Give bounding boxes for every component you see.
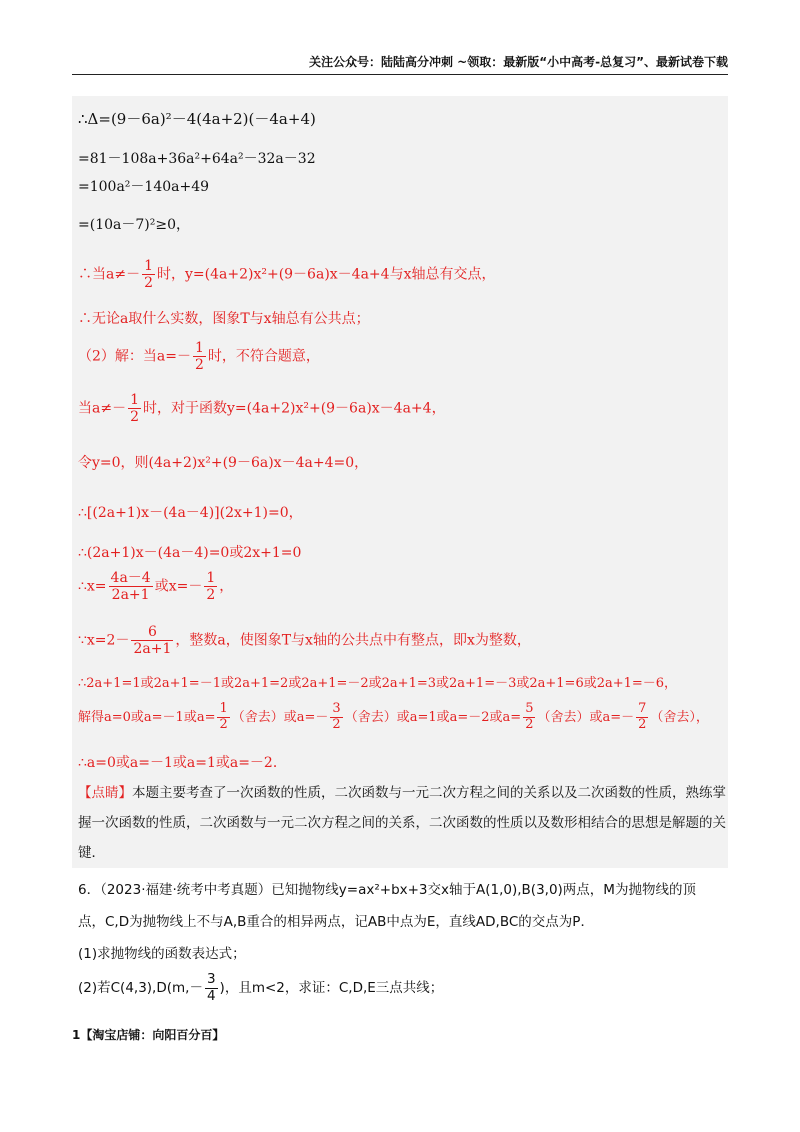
because-line: ∵x=2－ $\frac{6}{2a+1}$ ，整数a，使图象T与x轴的公共点中有整点，即x为整数，	[78, 624, 531, 658]
comment-text: 本题主要考查了一次函数的性质，二次函数与一元二次方程之间的关系以及二次函数的性质，熟练掌握一次函数的性质，二次函数与一元二次方程之间的关系，二次函数的性质以及数形相结合的思想是解题的关键．	[78, 785, 726, 861]
cases-line: ∴2a+1=1或2a+1=－1或2a+1=2或2a+1=－2或2a+1=3或2a+1=－3或2a+1=6或2a+1=－6，	[78, 676, 678, 691]
conclusion-2: ∴无论a取什么实数，图象T与x轴总有公共点；	[78, 311, 370, 327]
comment-block	[78, 778, 726, 868]
factor-line: ∴[(2a+1)x－(4a－4)](2x+1)=0，	[78, 505, 303, 521]
part2-function: 当a≠－ $\frac{1}{2}$ 时，对于函数y=(4a+2)x²+(9－6a)x－4a+4，	[78, 392, 446, 426]
factor-line-2: ∴(2a+1)x－(4a－4)=0或2x+1=0	[78, 545, 302, 561]
page-footer: 1【淘宝店铺：向阳百分百】	[72, 1028, 225, 1042]
roots-line: ∴x= $\frac{4a-4}{2a+1}$ 或x=－ $\frac{1}{2}$ ，	[78, 570, 234, 604]
part2-start: （2）解：当a=－ $\frac{1}{2}$ 时，不符合题意，	[78, 340, 320, 374]
final-answer: ∴a=0或a=－1或a=1或a=－2．	[78, 755, 287, 771]
delta-line: ∴Δ=(9－6a)²－4(4a+2)(－4a+4)	[78, 110, 316, 128]
question-6-line-2: 点，C,D为抛物线上不与A,B重合的相异两点，记AB中点为E，直线AD,BC的交点为P．	[78, 914, 594, 930]
solve-line: 解得a=0或a=－1或a= $\frac{1}{2}$ （舍去）或a=－ $\frac{3}{2}$ （舍去）或a=1或a=－2或a= $\frac{5}{2}$ （舍去）或a=－ $\frac{7}{2}$ （舍去），	[78, 701, 709, 732]
expand-line-1: =81－108a+36a²+64a²－32a－32	[78, 151, 316, 167]
comment-tag: 【点睛】	[78, 785, 132, 801]
let-y-zero: 令y=0，则(4a+2)x²+(9－6a)x－4a+4=0，	[78, 455, 369, 471]
question-6-part-1: (1)求抛物线的函数表达式；	[78, 946, 246, 962]
conclusion-1: ∴当a≠－ $\frac{1}{2}$ 时，y=(4a+2)x²+(9－6a)x－4a+4与x轴总有交点，	[78, 258, 496, 292]
expand-line-3: =(10a－7)²≥0，	[78, 217, 190, 233]
question-6-line-1: 6．（2023·福建·统考中考真题）已知抛物线y=ax²+bx+3交x轴于A(1,0),B(3,0)两点，M为抛物线的顶	[78, 882, 696, 898]
expand-line-2: =100a²－140a+49	[78, 179, 210, 195]
question-6-part-2: (2)若C(4,3),D(m,－ $\frac{3}{4}$ )，且m<2，求证：C,D,E三点共线；	[78, 971, 444, 1004]
page-header: 关注公众号：陆陆高分冲刺 ~领取：最新版“小中高考-总复习”、最新试卷下载	[72, 52, 728, 75]
